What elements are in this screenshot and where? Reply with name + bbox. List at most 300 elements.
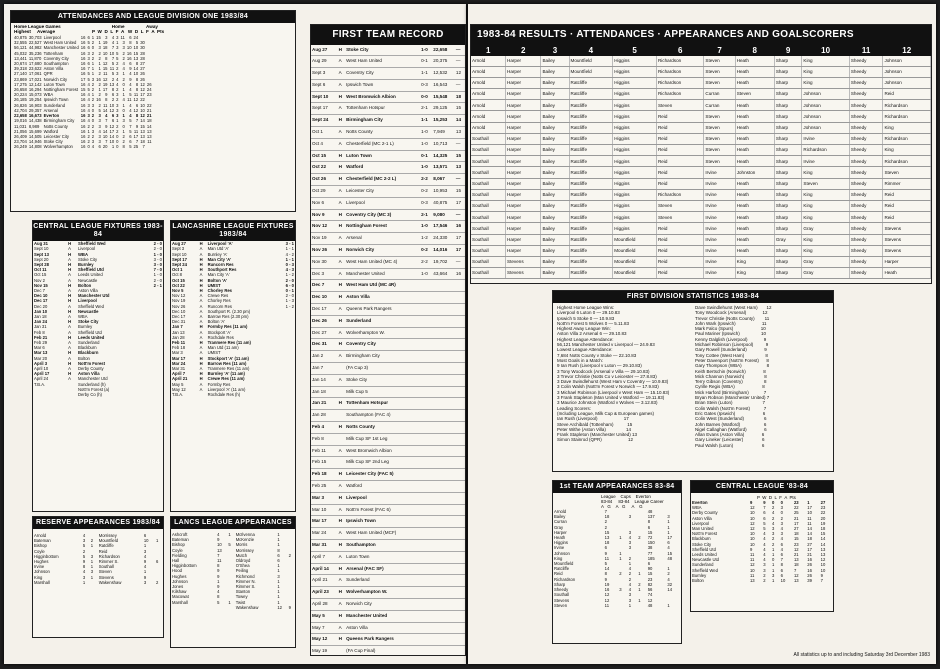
results-col-header: 10 <box>802 45 849 56</box>
result-cell: Bailey <box>541 100 569 111</box>
central-table-row-cell: 4 <box>763 546 766 552</box>
first-team-row-cell <box>338 410 346 422</box>
result-cell: Southall <box>471 178 506 189</box>
league-row-cell: 1 <box>98 61 101 67</box>
lancs-fixture-row-cell: Barrow Res (2.30 pm) <box>207 313 249 319</box>
league-row-cell: 4 <box>122 61 125 67</box>
league-row-cell: 8 <box>135 87 139 93</box>
league-row <box>13 97 153 102</box>
first-team-row <box>311 79 465 91</box>
first-app-row-cell: 6 <box>647 524 651 530</box>
lancs-fixture-row-cell: Crewe Res (11 am) <box>207 376 245 382</box>
central-fixture-row-cell: Mar 13 <box>34 350 48 356</box>
first-team-row-cell <box>420 492 432 504</box>
central-table-row-cell: 11 <box>807 515 812 521</box>
result-cell: Bailey <box>541 77 569 88</box>
result-cell: King <box>802 245 849 256</box>
first-team-row <box>311 327 465 339</box>
first-team-row-cell: 1-0 <box>420 221 432 233</box>
reserve-app-row-cell: 6 <box>143 533 147 539</box>
lancs-app-row-cell: Morrissey <box>235 547 254 553</box>
result-cell: Reid <box>656 111 703 122</box>
league-row-cell: 0 <box>91 45 95 51</box>
lancs-fixture-row-cell: 4 - 3 <box>285 267 294 273</box>
lancs-app-row-cell: Rimmer S. <box>235 584 256 590</box>
first-team-row-cell: Watford <box>345 480 420 492</box>
league-row-cell: 16 <box>96 76 101 82</box>
lancs-fixture-row-cell: Jan 7 <box>172 324 183 330</box>
league-row-cell: 20,224 <box>14 92 27 98</box>
lancs-app-row-cell: Peiling <box>235 568 249 574</box>
first-app-row-cell: Bailey <box>554 514 566 520</box>
reserve-app-row-cell: Mountfield <box>98 538 119 544</box>
central-fixture-row-cell: Jan 18 <box>34 313 47 319</box>
league-row-cell: 13 <box>146 128 152 134</box>
central-fixture-row-cell: Leeds United <box>77 272 103 278</box>
central-table-row-cell: 19 <box>820 520 826 526</box>
result-cell: Gray <box>802 268 849 279</box>
first-team-row-cell <box>338 386 346 398</box>
first-team-row-cell <box>432 398 455 410</box>
result-cell: Richardson <box>883 111 931 122</box>
result-cell: Sheedy <box>849 167 883 178</box>
central-fixture-row-cell: April 3 <box>34 360 48 366</box>
league-row-cell: 11 <box>103 71 108 77</box>
league-row-cell: 12 <box>140 113 145 119</box>
first-team-row-cell <box>432 304 455 316</box>
lancs-app-row-cell: Marshall <box>172 599 188 605</box>
first-team-row <box>311 539 465 551</box>
league-row-cell: 44,982 <box>28 45 42 51</box>
league-row-cell: 14,438 <box>28 118 42 124</box>
league-row-cell: 45,032 <box>14 50 27 56</box>
reserve-app-row-cell: 1 <box>90 574 94 580</box>
result-cell: Gray <box>802 256 849 267</box>
league-row-cell: 12 <box>102 76 108 82</box>
league-row-cell: 27 <box>140 61 145 67</box>
first-team-row-cell: 1-0 <box>420 268 432 280</box>
league-row-cell: 13,441 <box>14 55 27 61</box>
first-app-row-cell: 4 <box>628 566 632 572</box>
league-row-cell: 1 <box>116 40 119 46</box>
lancs-app-row-cell: Hood <box>172 568 183 574</box>
first-team-row-cell <box>432 292 455 304</box>
first-team-row-cell <box>420 315 432 327</box>
lancs-fixture-row-cell: H <box>199 355 203 361</box>
central-table-row-cell: 16 <box>807 557 812 563</box>
result-cell: Southall <box>471 268 506 279</box>
lancs-fixture-row-cell: H <box>199 376 203 382</box>
first-team-row-cell: West Bromwich Albion <box>345 91 420 103</box>
result-cell: Steven <box>656 212 703 223</box>
first-app-row-cell: 48 <box>667 555 673 561</box>
lancs-fixture-row-cell: 4 - 2 <box>285 251 294 257</box>
first-team-row-cell <box>432 563 455 575</box>
first-app-row-cell: Johnson <box>554 550 570 556</box>
central-table-row-cell: 0 <box>771 557 775 563</box>
league-row-cell: 21,056 <box>14 128 27 134</box>
result-cell: Mountfield <box>613 245 657 256</box>
div-stats-left: Highest Home League Wins: Liverpool 6 Luton 0 — 29.10.83 Ipswich 5 Stoke 0 — 10.9.83 Nott'm Forest 5 Wolves 0 — 5.11.83 Highest Away League Win: Aston Villa 2 Arsenal 6 — 29.10.83 Highest League Attendance: 56,121 Manchester United v Liverpool — 24.9.83 Lowest League Attendance: 7,684 Notts County v Stoke — 22.10.83 Most Goals in a Match: 9 Ian Rush (Liverpool v Luton — 29.10.83) 3 Tony Woodcock (Arsenal v Villa — 29.10.83) 3 Trevor Christie (Notts Co v Leicester — 27.8.83) 3 Dave Swindlehurst (West Ham v Coventry — 10.9.83) 3 Colin Walsh (Nott'm Forest v Norwich — 17.9.83) 3 Michael Robinson (Liverpool v West Ham — 15.10.83) 3 Frank Stapleton (Man United v Watford — 19.11.83) 3 Maurice Johnston (Watford v Wolves — 3.12.83) Leading Scorers: (Including League, Milk Cup & European games) Ian Rush (Liverpool) 17 Steve Archibald (Tottenham) 15 Peter Withe (Aston Villa) 14 Frank Stapleton (Manchester United) 13 Simon Stainrod (QPR) 12 <box>557 305 670 443</box>
league-row-cell: 14 <box>102 128 108 134</box>
first-app-row-cell: 11 <box>604 555 610 561</box>
result-cell: Sharp <box>774 178 802 189</box>
first-app-row-cell: Richardson <box>554 576 576 582</box>
central-table-row-cell: 4 <box>780 536 783 542</box>
first-team-row-cell: Dec 31 <box>311 339 338 351</box>
first-team-row-cell <box>455 575 465 587</box>
league-row-cell: 15 <box>80 87 86 93</box>
first-app-row-cell: 18 <box>604 514 610 520</box>
lancs-fixture-row-cell: Nov 19 <box>172 298 186 304</box>
result-cell: Bailey <box>541 189 569 200</box>
result-cell: Steven <box>704 133 735 144</box>
first-team-row-cell: 0-1 <box>420 150 432 162</box>
first-team-row-cell <box>420 351 432 363</box>
lancs-fixture-row-cell: Man City 'A' <box>207 256 232 262</box>
first-team-row-cell <box>455 539 465 551</box>
league-row-cell: 29,357 <box>28 107 42 113</box>
result-cell: Arnold <box>471 111 506 122</box>
result-cell: Harper <box>506 56 541 67</box>
first-team-row <box>311 103 465 115</box>
result-cell: Curran <box>704 89 735 100</box>
first-team-row-cell: H <box>338 422 346 434</box>
central-fixture-row-cell: H <box>68 334 72 340</box>
first-team-row-cell: Sept 24 <box>311 115 338 127</box>
lancs-fixture-row-cell: 0 - 1 <box>285 287 294 293</box>
result-cell: Steven <box>656 200 703 211</box>
first-team-row-cell: — <box>455 256 465 268</box>
lancs-fixture-row-cell: Man Utd (11 am) <box>207 345 239 351</box>
first-team-row <box>311 422 465 434</box>
league-row-cell: 3 <box>116 45 119 51</box>
first-team-row-cell: H <box>338 492 346 504</box>
first-team-row-cell <box>420 610 432 622</box>
first-app-row-cell: Stevens <box>554 597 570 603</box>
first-team-row-cell: Mar 10 <box>311 504 338 516</box>
result-cell: Stevens <box>506 268 541 279</box>
league-row-cell: 26,658 <box>14 87 27 93</box>
result-cell: Stevens <box>883 245 931 256</box>
first-team-row-cell: 7,949 <box>432 127 455 139</box>
central-table-row-cell: 4 <box>763 552 766 558</box>
result-row <box>471 111 931 122</box>
result-cell: Sheedy <box>849 256 883 267</box>
lancs-fixture-row-cell: Nov 5 <box>172 287 184 293</box>
result-cell: Southall <box>471 245 506 256</box>
first-team-row <box>311 268 465 280</box>
first-team-row-cell: West Bromwich Albion <box>345 445 420 457</box>
result-row <box>471 245 931 256</box>
league-row-cell: 8 <box>135 76 139 82</box>
lancs-app-row-cell: Bateman <box>172 537 189 543</box>
central-fixture-row-cell: Jan 31 <box>34 324 47 330</box>
first-team-row-cell: H <box>338 174 346 186</box>
result-cell: Sharp <box>774 200 802 211</box>
first-app-row-cell: 15 <box>604 529 610 535</box>
result-cell: Bailey <box>541 133 569 144</box>
league-row-cell: 16 <box>126 55 132 61</box>
result-cell: Bailey <box>541 245 569 256</box>
first-app-row-cell <box>618 603 627 608</box>
first-team-row-cell: Sunderland <box>345 315 420 327</box>
first-app-row-cell: 12 <box>604 597 610 603</box>
result-cell: Bailey <box>541 178 569 189</box>
lancs-fixture-row-cell: H <box>199 282 203 288</box>
result-cell: Sharp <box>774 245 802 256</box>
league-row-cell: 2 <box>87 133 90 139</box>
central-table-row-cell: 10 <box>749 510 755 516</box>
first-team-row <box>311 386 465 398</box>
league-row-cell: 26 <box>140 71 145 77</box>
result-cell: Reid <box>656 156 703 167</box>
central-fixture-row-cell: A <box>68 345 71 351</box>
league-row-cell: 12 <box>133 107 139 113</box>
league-row-cell: 3 <box>91 128 95 134</box>
result-cell: Southall <box>471 223 506 234</box>
league-row-cell: Manchester United <box>43 45 79 51</box>
first-team-row-cell <box>455 516 465 528</box>
league-row-cell: 6 <box>98 144 101 150</box>
lancs-app-row-cell: 1 <box>277 584 280 590</box>
first-team-row <box>311 516 465 528</box>
league-row-cell: 10 <box>140 102 145 108</box>
central-fixture-row-cell: Dec 10 <box>34 293 48 299</box>
league-row-cell: 16 <box>80 40 86 46</box>
result-cell: Richardson <box>656 189 703 200</box>
result-cell: Ratcliffe <box>569 245 613 256</box>
central-table-row-cell: 8 <box>780 562 783 568</box>
lancs-fixture-row-cell: May 5 <box>172 381 184 387</box>
first-team-row-cell <box>420 280 432 292</box>
first-team-row-cell <box>455 422 465 434</box>
central-fixture-row-cell: Stoke City <box>77 319 99 325</box>
first-team-row-cell <box>455 374 465 386</box>
central-fixture-row-cell: T.B.A. <box>34 381 46 387</box>
reserve-app-row-cell: 4 <box>143 564 147 570</box>
central-table-row-cell: 11 <box>807 520 812 526</box>
lancs-fixture-row-cell: H <box>199 256 203 262</box>
league-row-cell: 0 <box>91 107 95 113</box>
central-table-row-cell: Leeds United <box>692 552 717 558</box>
reserve-app-row-cell: 5 <box>82 553 86 559</box>
result-cell: Irvine <box>704 256 735 267</box>
central-fixture-row-cell: A <box>68 313 71 319</box>
league-row-cell: 28 <box>140 50 145 56</box>
league-row-cell: 10 <box>109 102 115 108</box>
first-team-row-cell <box>420 374 432 386</box>
central-table-row-cell: 2 <box>771 541 775 547</box>
div-stats-panel <box>552 290 834 472</box>
result-cell: Johnston <box>735 167 774 178</box>
league-row-cell: 15 <box>102 66 108 72</box>
first-team-row-cell <box>455 445 465 457</box>
result-cell: Ratcliffe <box>569 200 613 211</box>
league-row-cell: 2 <box>122 133 125 139</box>
first-team-row-cell: 22,658 <box>432 45 455 56</box>
league-row-cell: Coventry City <box>43 55 69 61</box>
first-team-row-cell: 14,016 <box>432 245 455 257</box>
league-row-cell: Everton <box>43 113 60 119</box>
result-cell: Harper <box>506 178 541 189</box>
first-team-row-cell <box>432 516 455 528</box>
first-app-row-cell: 72 <box>647 535 653 541</box>
league-row-cell: 7 <box>87 66 90 72</box>
central-table-row-cell: 3 <box>771 531 775 537</box>
first-team-row-cell <box>432 480 455 492</box>
first-team-row-cell <box>420 363 432 375</box>
lancs-fixture-row-cell: A <box>199 313 203 319</box>
lancs-app-row-cell: 9 <box>217 573 220 579</box>
first-team-row-cell: Milk Cup SF 1st Leg <box>345 433 420 445</box>
central-table-panel <box>690 480 834 612</box>
first-team-row-cell: Aston Villa <box>345 622 420 634</box>
first-app-row-cell: 3 <box>619 587 622 593</box>
first-team-row-cell: April 14 <box>311 563 338 575</box>
league-row-cell: 2 <box>98 71 101 77</box>
central-fixture-row-cell: Aston Villa <box>77 371 100 377</box>
lancs-fixture-row-cell: A <box>199 293 203 299</box>
first-team-row-cell: 0-3 <box>420 197 432 209</box>
result-cell: Irvine <box>802 156 849 167</box>
result-cell: King <box>802 234 849 245</box>
central-fixture-row-cell: Aug 31 <box>34 241 48 247</box>
result-cell: Higgins <box>613 156 657 167</box>
central-table-row-cell: 17 <box>793 520 799 526</box>
reserve-apps-table <box>33 533 163 585</box>
results-col-header: 9 <box>774 45 802 56</box>
first-team-row-cell: H <box>338 339 346 351</box>
first-team-row-cell: 18 <box>455 91 465 103</box>
league-row-cell: 3 <box>122 40 125 46</box>
central-table-row-cell: 10 <box>780 578 786 584</box>
central-fixture-row-cell: April 24 <box>34 376 49 382</box>
central-fixture-row-cell <box>67 392 77 397</box>
first-app-row-cell: 4 <box>628 535 632 541</box>
result-cell: Ratcliffe <box>569 77 613 88</box>
first-app-row-cell: 23 <box>647 576 653 582</box>
reserve-app-row-cell: 1 <box>156 538 159 544</box>
first-team-row-cell: Sept 17 <box>311 103 338 115</box>
league-row-cell: 0 <box>116 133 119 139</box>
lancs-fixture-row-cell: A <box>199 272 203 278</box>
first-app-row-cell: Steven <box>554 602 568 608</box>
result-cell: Higgins <box>613 89 657 100</box>
league-row-cell: 5 <box>129 128 132 134</box>
result-row <box>471 200 931 211</box>
reserve-app-row-cell: 1 <box>82 579 86 585</box>
lancs-fixture-row-cell: 2 - 0 <box>285 293 294 299</box>
first-app-row-cell: 2 <box>628 576 632 582</box>
result-cell: Bailey <box>541 156 569 167</box>
first-team-row-cell: Dec 3 <box>311 268 338 280</box>
reserve-app-row-cell: King <box>34 574 43 580</box>
league-row-cell: 7 <box>105 139 108 145</box>
first-team-row-cell: West Ham Utd (MC 4R) <box>345 280 420 292</box>
league-row-cell: 13 <box>140 133 145 139</box>
lancs-fixture-row-cell: 1 - 1 <box>285 256 294 262</box>
league-row-cell: 42,704 <box>14 107 27 113</box>
result-cell: Irvine <box>704 200 735 211</box>
first-app-row-cell: 4 <box>667 576 670 582</box>
league-row-cell: 7 <box>142 144 145 150</box>
first-team-row-cell <box>432 433 455 445</box>
league-row-cell: 18 <box>146 118 152 124</box>
first-team-row-cell <box>420 563 432 575</box>
league-row-cell: 16 <box>80 55 86 61</box>
central-table-row-cell: 3 <box>763 562 766 568</box>
first-team-row-cell: Birmingham City <box>345 351 420 363</box>
first-team-row-cell: May 7 <box>311 622 338 634</box>
central-fixture-row-cell: Leeds United <box>77 334 105 340</box>
league-row-cell: 16 <box>80 71 86 77</box>
central-fixture-row-cell: 1 - 0 <box>153 272 162 278</box>
central-table-row-cell: 21 <box>793 552 799 558</box>
first-team-row <box>311 315 465 327</box>
result-cell: Gray <box>774 234 802 245</box>
central-fixture-row-cell: WBA <box>77 313 88 319</box>
first-team-row-cell: Wolverhampton W. <box>345 327 420 339</box>
reserve-app-row-cell: Steven <box>98 569 112 575</box>
first-team-row-cell <box>420 410 432 422</box>
result-cell: Heath <box>735 56 774 67</box>
result-cell: Southall <box>471 189 506 200</box>
central-table-row-cell: 7 <box>793 567 797 573</box>
league-row-cell: 4 <box>129 113 132 119</box>
first-app-row-cell: 2 <box>628 571 632 577</box>
first-app-row-cell: 1 <box>628 561 632 567</box>
lancs-apps-panel <box>170 516 296 648</box>
first-team-row-cell: Nottingham Forest <box>345 221 420 233</box>
central-table-row-cell: Derby County <box>692 510 718 516</box>
result-row <box>471 268 931 279</box>
first-team-row <box>311 186 465 198</box>
result-cell: Ratcliffe <box>569 145 613 156</box>
central-fixture-row-cell <box>143 392 163 397</box>
first-app-row-cell: King <box>554 555 563 561</box>
reserve-app-row <box>33 580 163 585</box>
result-cell: Higgins <box>613 200 657 211</box>
first-team-row-cell <box>420 445 432 457</box>
league-row-cell: 14,808 <box>28 144 42 150</box>
league-row-cell: 4 <box>111 35 115 41</box>
result-cell: Reid <box>656 133 703 144</box>
central-table-row-cell: 18 <box>820 526 826 532</box>
first-team-row-cell: April 23 <box>311 587 338 599</box>
result-row <box>471 145 931 156</box>
first-team-row-cell <box>432 504 455 516</box>
central-fixture-row-cell: Feb 21 <box>34 334 48 340</box>
league-row-cell: Arsenal <box>43 107 58 113</box>
first-team-row-cell <box>432 528 455 540</box>
reserve-app-row-cell: 1 <box>143 569 147 575</box>
lancs-app-row-cell: 9 <box>217 568 220 574</box>
first-app-row-cell: 48 <box>647 602 653 608</box>
first-app-row-cell: 2 <box>667 571 670 577</box>
first-team-row-cell: Jan 7 <box>311 363 338 375</box>
league-row-cell: 8 <box>105 97 108 103</box>
first-app-row-cell: 1 <box>667 566 670 572</box>
lancs-app-row-cell: 1 <box>277 589 280 595</box>
league-row-cell: Luton Town <box>43 81 65 87</box>
first-team-row-cell: Aug 29 <box>311 56 338 68</box>
result-cell: Ratcliffe <box>569 100 613 111</box>
result-cell: Sharp <box>774 77 802 88</box>
reserve-app-row-cell <box>90 580 98 585</box>
lancs-fixture-row-cell: H <box>199 241 203 247</box>
result-cell: Harper <box>506 212 541 223</box>
